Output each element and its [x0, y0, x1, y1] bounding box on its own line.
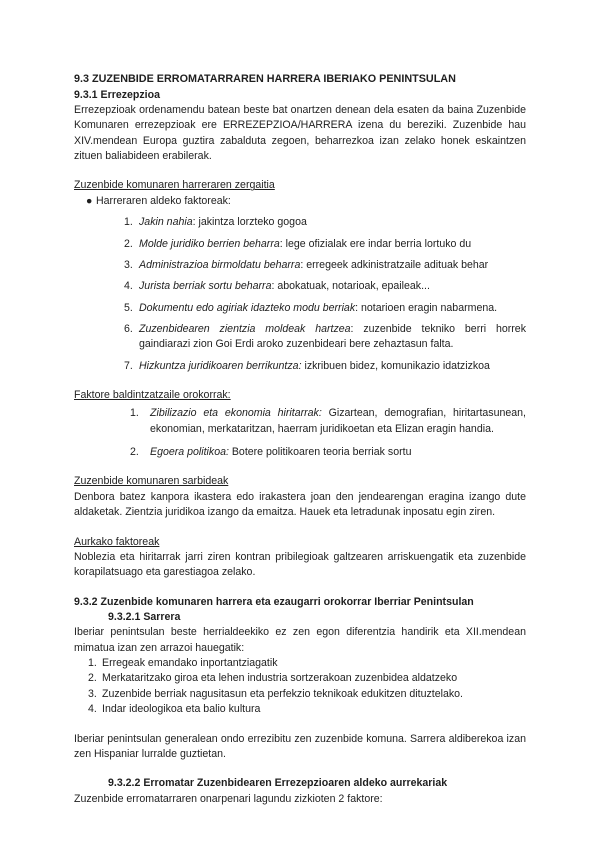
zergaitia-title: Zuzenbide komunaren harreraren zergaitia — [74, 179, 275, 192]
sarrera-conclusion: Iberiar penintsulan generalean ondo errezibitu zen zuzenbide komuna. Sarrera aldiberekoa izan zen Hispaniar lurralde guztietan. — [74, 732, 526, 760]
list-item: 1. Jakin nahia: jakintza lorzteko gogoa — [124, 216, 307, 229]
bullet-text: Harreraren aldeko faktoreak: — [96, 194, 231, 207]
sarbideak-title: Zuzenbide komunaren sarbideak — [74, 475, 229, 488]
heading-9-3-2: 9.3.2 Zuzenbide komunaren harrera eta ezaugarri orokorrar Iberriar Penintsulan — [74, 595, 474, 608]
bullet-item — [74, 194, 526, 209]
list-item: 2. Molde juridiko berrien beharra: lege ofizialak ere indar berria lortuko du — [124, 237, 472, 250]
heading-9-3-1: 9.3.1 Errezepzioa — [74, 88, 160, 101]
list-item: 4. Jurista berriak sortu beharra: abokatuak, notarioak, epaileak... — [124, 280, 430, 293]
list-item: 4. Indar ideologikoa eta balio kultura — [88, 703, 261, 716]
bullet-dot-icon: ● — [86, 194, 93, 207]
list-item: 7. Hizkuntza juridikoaren berrikuntza: izkribuen bidez, komunikazio idatzizkoa — [124, 359, 490, 372]
list-item: 5. Dokumentu edo agiriak idazteko modu berriak: notarioen eragin nabarmena. — [124, 301, 498, 314]
harrera-factors-list — [74, 215, 526, 374]
list-item: 3. Zuzenbide berriak nagusitasun eta perfekzio teknikoak edukitzen dituztelako. — [88, 687, 463, 700]
final-text: Zuzenbide erromatarraren onarpenari lagundu zizkioten 2 faktore: — [74, 792, 383, 805]
intro-paragraph: Errezepzioak ordenamendu batean beste bat onartzen denean dela esaten da baina Zuzenbide Komunaren errezepzioak ere ERREZEPZIOA/HARRERA izena du bereziki. Zuzenbide hau XIV.mendean Europa guztira zabalduta zegoen, beharrezkoa izan zelako honek eskaintzen zituen baliabideen erabilerak. — [74, 104, 526, 163]
heading-9-3-2-2: 9.3.2.2 Erromatar Zuzenbidearen Errezepzioaren aldeko aurrekariak — [108, 777, 448, 790]
baldintzatzaile-list — [74, 406, 526, 460]
list-item: 6. Zuzenbidearen zientzia moldeak hartzea: zuzenbide tekniko berri horrek gaindiarazi zion Goi Erdi aroko zuzenbideari bere zehaztasun falta. — [124, 322, 526, 351]
list-item: 1. Zibilizazio eta ekonomia hiritarrak: Gizartean, demografian, hiritartasunean, ekonomian, merkataritzan, haerram juridikoetan eta Elizan eragin handia. — [130, 407, 526, 435]
baldintzatzaile-title: Faktore baldintzatzaile orokorrak: — [74, 389, 231, 402]
aurkako-title: Aurkako faktoreak — [74, 535, 160, 548]
document-content — [74, 72, 526, 807]
sarrera-list — [74, 656, 526, 717]
aurkako-text: Noblezia eta hiritarrak jarri ziren kontran pribilegioak galtzearen arriskuengatik eta zuzenbide korapilatsuago eta garestiagoa zelako. — [74, 550, 526, 579]
list-item: 2. Merkataritzako giroa eta lehen industria sortzerakoan zuzenbidea aldatzeko — [88, 672, 458, 685]
main-heading: 9.3 ZUZENBIDE ERROMATARRAREN HARRERA IBERIAKO PENINTSULAN — [74, 73, 456, 85]
list-item: 3. Administrazioa birmoldatu beharra: erregeek adkinistratzaile adituak behar — [124, 258, 489, 271]
heading-9-3-2-1: 9.3.2.1 Sarrera — [108, 610, 181, 623]
sarrera-text: Iberiar penintsulan beste herrialdeekiko ez zen egon diferentzia handirik eta XII.mendean mimatua izan zen arrazoi hauegatik: — [74, 626, 526, 654]
list-item: 2. Egoera politikoa: Botere politikoaren teoria berriak sortu — [130, 446, 412, 459]
sarbideak-text: Denbora batez kanpora ikastera edo irakastera joan den jendearengan eragina izango dute aldaketak. Zientzia juridikoa izango da emaitza. Hauek eta letradunak inposatu egin ziren. — [74, 490, 526, 519]
list-item: 1. Erregeak emandako inportantziagatik — [88, 657, 278, 670]
